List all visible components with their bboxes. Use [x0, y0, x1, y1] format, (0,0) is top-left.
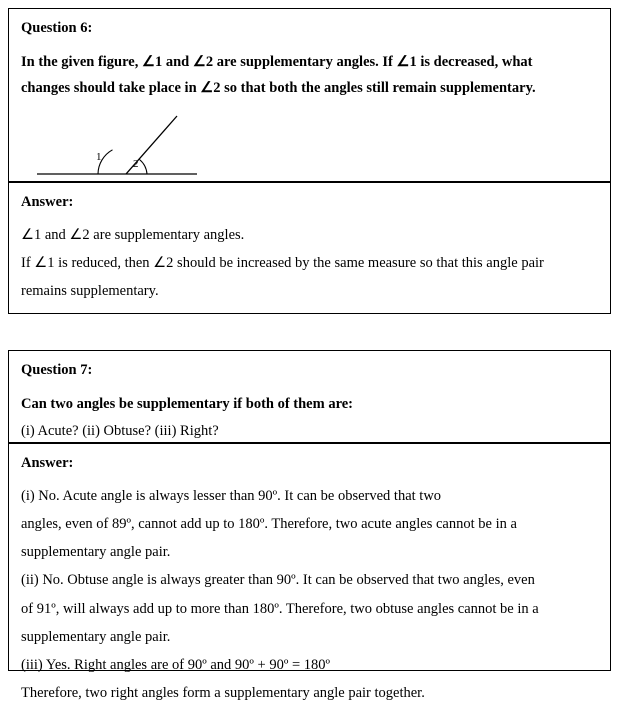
question-6-answer-line-1: ∠1 and ∠2 are supplementary angles.	[21, 226, 245, 243]
question-6-answer-line-2: If ∠1 is reduced, then ∠2 should be increased by the same measure so that this angle pair	[21, 254, 544, 271]
question-7-answer-line-5: of 91º, will always add up to more than 180º. Therefore, two obtuse angles cannot be in a	[21, 600, 539, 617]
question-6-answer-line-3: remains supplementary.	[21, 283, 159, 300]
question-7-answer-line-8: Therefore, two right angles form a supplementary angle pair together.	[21, 685, 425, 702]
question-7-block	[8, 350, 611, 443]
question-7-answer-line-7: (iii) Yes. Right angles are of 90º and 90º + 90º = 180º	[21, 657, 331, 674]
question-7-title: Question 7:	[21, 362, 93, 378]
figure-angle-label-2: 2	[133, 158, 139, 171]
question-7-answer-line-1: (i) No. Acute angle is always lesser than 90º. It can be observed that two	[21, 487, 442, 504]
question-6-text-line-2: changes should take place in ∠2 so that both the angles still remain supplementary.	[21, 80, 536, 97]
figure-angle-label-1: 1	[96, 151, 102, 164]
question-6-answer-title: Answer:	[21, 194, 74, 210]
question-7-answer-line-4: (ii) No. Obtuse angle is always greater than 90º. It can be observed that two angles, even	[21, 572, 535, 589]
question-6-answer-block	[8, 182, 611, 314]
question-7-answer-title: Answer:	[21, 455, 74, 471]
question-7-answer-block	[8, 443, 611, 702]
question-7-answer-line-2: angles, even of 89º, cannot add up to 180º. Therefore, two acute angles cannot be in a	[21, 515, 517, 532]
supplementary-angles-figure	[29, 110, 289, 188]
question-6-title: Question 6:	[21, 20, 93, 36]
figure-svg	[29, 110, 289, 188]
question-7-answer-line-6: supplementary angle pair.	[21, 628, 171, 645]
question-6-block	[8, 8, 611, 182]
question-7-text-line-1: Can two angles be supplementary if both of them are:	[21, 395, 354, 412]
question-6-text-line-1: In the given figure, ∠1 and ∠2 are supplementary angles. If ∠1 is decreased, what	[21, 53, 533, 70]
question-7-text-line-2: (i) Acute? (ii) Obtuse? (iii) Right?	[21, 423, 219, 440]
question-7-answer-line-3: supplementary angle pair.	[21, 544, 171, 561]
